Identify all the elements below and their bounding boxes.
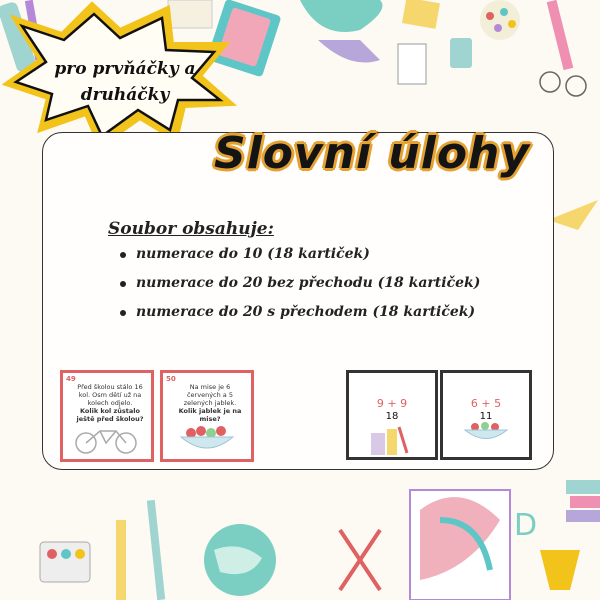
list-item [118, 275, 480, 304]
contents-heading: Soubor obsahuje: [108, 219, 274, 239]
svg-text:D: D [514, 508, 538, 543]
bullet-icon [120, 281, 126, 287]
list-item-text: numerace do 10 (18 kartiček) [136, 246, 370, 262]
decoration-bottom [0, 460, 600, 600]
card-expression: 9 + 9 [376, 397, 408, 410]
card-number: 49 [66, 375, 76, 383]
list-item-text: numerace do 20 s přechodem (18 kartiček) [136, 304, 476, 320]
card-text [73, 383, 147, 423]
contents-list [118, 246, 480, 333]
paper-plane-decoration [548, 200, 598, 230]
card-problem: Před školou stálo 16 kol. Osm dětí už na kolech odjelo. [77, 383, 143, 407]
sample-card-sum-11 [440, 370, 532, 460]
list-item [118, 304, 480, 333]
sample-card-sum-18 [346, 370, 438, 460]
card-problem: Na mise je 6 červených a 5 zelených jablek. [183, 383, 237, 407]
card-question: Kolik kol zůstalo ještě před školou? [76, 407, 144, 423]
sample-card-apples [160, 370, 254, 462]
bullet-icon [120, 252, 126, 258]
bullet-icon [120, 310, 126, 316]
card-expression: 6 + 5 [470, 397, 502, 410]
card-answer: 18 [385, 411, 399, 422]
list-item [118, 246, 480, 275]
card-question: Kolik jablek je na mise? [178, 407, 242, 423]
sample-card-bicycle [60, 370, 154, 462]
card-text [173, 383, 247, 423]
card-answer: 11 [479, 411, 493, 422]
page-title: Slovní úlohy [214, 128, 531, 179]
apple-bowl-icon [463, 421, 509, 441]
pencil-cup-icon [369, 423, 409, 457]
list-item-text: numerace do 20 bez přechodu (18 kartiček) [136, 275, 481, 291]
apple-bowl-icon [177, 425, 237, 451]
badge-text: pro prvňáčky a druháčky [54, 59, 196, 105]
card-number: 50 [166, 375, 176, 383]
grade-badge [0, 0, 240, 150]
bicycle-icon [72, 425, 142, 455]
